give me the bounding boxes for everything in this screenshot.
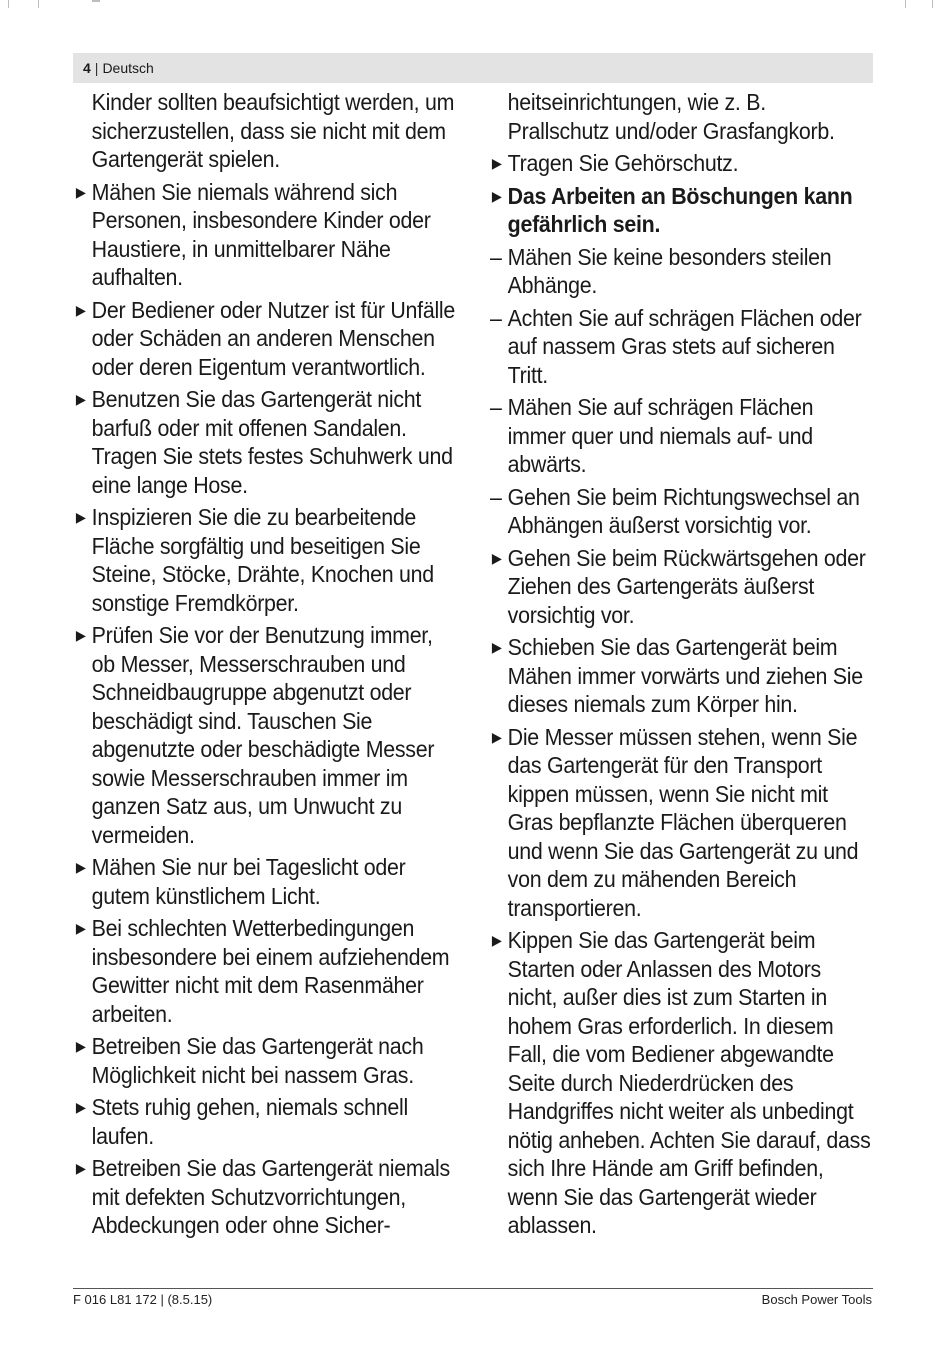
triangle-bullet-icon: ▶ (75, 627, 86, 643)
list-item-text: Bei schlechten Wetterbedingungen insbesondere bei einem aufziehendem Gewitter nicht mit dem Rasenmäher arbeiten. (91, 915, 450, 1027)
triangle-bullet-icon: ▶ (75, 301, 86, 318)
dash-list-item (490, 393, 871, 479)
page-number: 4 (83, 60, 91, 76)
crop-mark (932, 0, 933, 8)
list-item-text: Stets ruhig gehen, niemals schnell laufen. (91, 1094, 408, 1149)
triangle-bullet-icon: ▶ (75, 509, 86, 525)
crop-mark (38, 0, 39, 8)
triangle-bullet-icon: ▶ (75, 183, 86, 200)
list-item-text: Achten Sie auf schrägen Flächen oder auf nassem Gras stets auf sicheren Tritt. (507, 304, 862, 388)
list-item-text: Mähen Sie nur bei Tageslicht oder gutem künstlichem Licht. (91, 854, 406, 909)
list-item (74, 621, 455, 849)
crop-mark (8, 0, 9, 8)
list-item (74, 1093, 455, 1150)
list-item (490, 723, 871, 923)
triangle-bullet-icon: ▶ (75, 391, 86, 407)
list-item-text: Inspizieren Sie die zu bearbeitende Fläche sorgfältig und beseitigen Sie Steine, Stöcke, Drähte, Knochen und sonstige Fremdkörper. (91, 504, 434, 616)
list-item-text: Gehen Sie beim Richtungswechsel an Abhängen äußerst vorsichtig vor. (507, 483, 860, 538)
list-item (490, 544, 871, 630)
triangle-bullet-icon: ▶ (491, 549, 502, 566)
list-item (490, 926, 871, 1240)
triangle-bullet-icon: ▶ (491, 187, 502, 204)
dash-list-item (490, 483, 871, 540)
list-item-heading (490, 182, 871, 239)
triangle-bullet-icon: ▶ (75, 859, 86, 875)
list-item-text: Der Bediener oder Nutzer ist für Unfälle oder Schäden an anderen Menschen oder deren Eigentum verantwortlich. (91, 296, 456, 380)
header-separator: | (94, 60, 99, 76)
footer-divider (73, 1288, 873, 1289)
list-item (490, 149, 871, 178)
list-item-text: Mähen Sie niemals während sich Personen, insbesondere Kinder oder Haustiere, in unmittelbarer Nähe aufhalten. (91, 178, 431, 290)
list-item (74, 1032, 455, 1089)
triangle-bullet-icon: ▶ (75, 1099, 86, 1115)
triangle-bullet-icon: ▶ (491, 932, 502, 948)
list-item (74, 1154, 455, 1240)
list-item-text: Betreiben Sie das Gartengerät niemals mit defekten Schutzvorrichtungen, Abdeckungen oder ohne Sicher- (91, 1155, 450, 1238)
header-language: Deutsch (102, 60, 154, 76)
list-item (74, 914, 455, 1028)
list-item (74, 853, 455, 910)
crop-mark (92, 0, 100, 2)
list-item-text: Das Arbeiten an Böschungen kann gefährlich sein. (507, 182, 853, 237)
list-item-text: Gehen Sie beim Rückwärtsgehen oder Ziehen des Gartengeräts äußerst vorsichtig vor. (507, 544, 866, 628)
triangle-bullet-icon: ▶ (75, 920, 86, 936)
triangle-bullet-icon: ▶ (491, 155, 502, 171)
dash-bullet-icon: – (490, 483, 502, 510)
footer-brand: Bosch Power Tools (761, 1292, 872, 1307)
intro-paragraph (74, 88, 455, 174)
list-item (74, 296, 455, 382)
list-item-text: Schieben Sie das Gartengerät beim Mähen immer vorwärts und ziehen Sie dieses niemals zum Körper hin. (507, 634, 863, 717)
list-item-text: Die Messer müssen stehen, wenn Sie das Gartengerät für den Transport kippen müssen, wenn Sie nicht mit Gras bepflanzte Flächen überqueren und wenn Sie das Gartengerät zu und von dem zu mähenden Bereich transportieren. (507, 723, 859, 921)
list-item (74, 503, 455, 617)
crop-mark (905, 0, 906, 8)
continuation-text: heitseinrichtungen, wie z. B. Prallschutz und/oder Grasfangkorb. (507, 89, 835, 144)
dash-bullet-icon: – (490, 394, 502, 420)
dash-list-item (490, 304, 871, 390)
list-item (490, 633, 871, 719)
triangle-bullet-icon: ▶ (491, 728, 502, 745)
triangle-bullet-icon: ▶ (75, 1038, 86, 1054)
list-item-text: Mähen Sie keine besonders steilen Abhänge. (507, 243, 832, 298)
dash-bullet-icon: – (490, 304, 502, 331)
list-item-text: Benutzen Sie das Gartengerät nicht barfuß oder mit offenen Sandalen. Tragen Sie stets festes Schuhwerk und eine lange Hose. (91, 386, 453, 498)
triangle-bullet-icon: ▶ (75, 1160, 86, 1176)
right-column (490, 88, 871, 1244)
intro-text: Kinder sollten beaufsichtigt werden, um sicherzustellen, dass sie nicht mit dem Gartengerät spielen. (91, 89, 455, 172)
footer-document-id: F 016 L81 172 | (8.5.15) (73, 1292, 213, 1307)
continuation-paragraph (490, 88, 871, 145)
list-item (74, 178, 455, 292)
list-item-text: Mähen Sie auf schrägen Flächen immer quer und niemals auf- und abwärts. (507, 394, 814, 477)
page-header (73, 53, 873, 83)
dash-list-item (490, 243, 871, 300)
list-item-text: Kippen Sie das Gartengerät beim Starten oder Anlassen des Motors nicht, außer dies ist zum Starten in hohem Gras erforderlich. In diesem Fall, die vom Bediener abgewandte Seite durch Niederdrücken des Handgriffes nicht weiter als unbedingt nötig anheben. Achten Sie darauf, dass sich Ihre Hände am Griff befinden, wenn Sie das Gartengerät wieder ablassen. (507, 927, 871, 1238)
list-item-text: Tragen Sie Gehörschutz. (507, 150, 739, 176)
list-item-text: Prüfen Sie vor der Benutzung immer, ob Messer, Messerschrauben und Schneidbaugruppe abgenutzt oder beschädigt sind. Tauschen Sie abgenutzte oder beschädigte Messer sowie Messerschrauben immer im ganzen Satz aus, um Unwucht zu vermeiden. (91, 622, 435, 848)
left-column (74, 88, 455, 1244)
dash-bullet-icon: – (490, 243, 502, 270)
list-item-text: Betreiben Sie das Gartengerät nach Möglichkeit nicht bei nassem Gras. (91, 1033, 424, 1088)
triangle-bullet-icon: ▶ (491, 639, 502, 655)
list-item (74, 385, 455, 499)
